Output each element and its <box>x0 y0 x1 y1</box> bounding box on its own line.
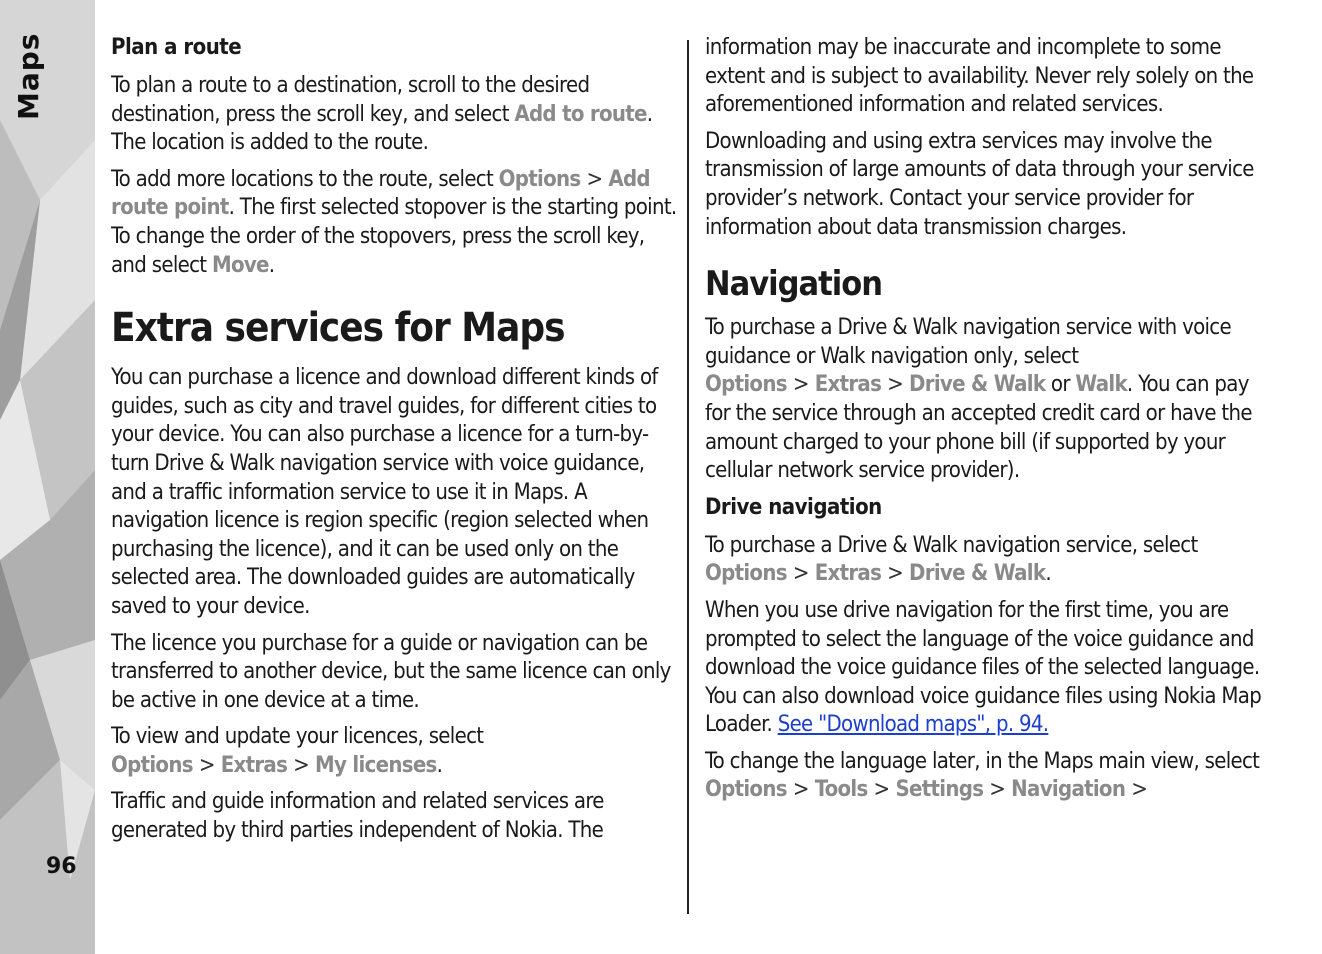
column-divider <box>687 40 689 914</box>
menu-separator: > <box>293 752 310 778</box>
menu-separator: > <box>586 166 603 192</box>
extra-services-paragraph-1: You can purchase a licence and download different kinds of guides, such as city and travel guides, for different cities to your device. You can also purchase a licence for a turn-by-turn Drive & Walk navigation service with voice guidance, and a traffic information service to use it in Maps. A navigation licence is region specific (region selected when purchasing the licence), and it can be used only on the selected area. The downloaded guides are automatically saved to your device. <box>111 365 658 619</box>
faceted-background <box>0 0 95 954</box>
menu-separator: > <box>198 752 215 778</box>
extra-services-paragraph-2: The licence you purchase for a guide or navigation can be transferred to another device, but the same licence can only be active in one device at a time. <box>111 630 671 713</box>
cmd-options: Options <box>705 561 787 587</box>
cmd-navigation: Navigation <box>1011 777 1126 803</box>
left-column <box>111 34 677 854</box>
plan-route-paragraph-1: To plan a route to a destination, scroll to the desired destination, press the scroll key, and select Add to route. The location is added to the route. <box>111 73 653 156</box>
navigation-paragraph-1: To purchase a Drive & Walk navigation service with voice guidance or Walk navigation only, select Options > Extras > Drive & Walk or Walk. You can pay for the service through an accepted credit card or have the amount charged to your phone bill (if supported by your cellular network service provider). <box>705 315 1252 484</box>
drive-navigation-paragraph-2: When you use drive navigation for the first time, you are prompted to select the language of the voice guidance and download the voice guidance files of the selected language. You can also download voice guidance files using Nokia Map Loader. See "Download maps", p. 94. <box>705 597 1262 738</box>
section-label: Maps <box>12 32 45 120</box>
continued-paragraph-1: information may be inaccurate and incomplete to some extent and is subject to availability. Never rely solely on the aforementioned information and related services. <box>705 35 1254 118</box>
continued-paragraph-2: Downloading and using extra services may involve the transmission of large amounts of data through your service provider’s network. Contact your service provider for information about data transmission charges. <box>705 128 1254 240</box>
plan-route-heading: Plan a route <box>111 35 242 60</box>
cmd-add-route-point: Add route point <box>111 166 650 221</box>
drive-navigation-paragraph-1: To purchase a Drive & Walk navigation service, select Options > Extras > Drive & Walk. <box>705 532 1198 587</box>
menu-separator: > <box>887 561 904 587</box>
download-maps-link[interactable]: See "Download maps", p. 94. <box>777 712 1049 738</box>
cmd-settings: Settings <box>895 777 984 803</box>
cmd-extras: Extras <box>814 561 882 587</box>
extra-services-paragraph-4: Traffic and guide information and related services are generated by third parties independent of Nokia. The <box>111 789 604 844</box>
menu-separator: > <box>792 777 809 803</box>
cmd-options: Options <box>705 372 787 398</box>
extra-services-paragraph-3: To view and update your licences, select Options > Extras > My licenses. <box>111 724 484 778</box>
cmd-options: Options <box>498 166 581 192</box>
page-number: 96 <box>46 854 77 879</box>
drive-navigation-heading: Drive navigation <box>705 494 882 520</box>
drive-navigation-paragraph-3: To change the language later, in the Maps main view, select Options > Tools > Settings > Navigation > <box>705 748 1260 803</box>
cmd-extras: Extras <box>220 752 288 778</box>
cmd-extras: Extras <box>814 372 882 398</box>
plan-route-paragraph-2: To add more locations to the route, select Options > Add route point. The first selected stopover is the starting point. To change the order of the stopovers, press the scroll key, and select Move. <box>111 166 677 278</box>
cmd-walk: Walk <box>1075 372 1127 398</box>
menu-separator: > <box>1131 777 1148 803</box>
sidebar-decoration <box>0 0 95 954</box>
cmd-options: Options <box>705 777 787 803</box>
navigation-heading: Navigation <box>705 264 883 305</box>
cmd-drive-and-walk: Drive & Walk <box>909 561 1046 587</box>
menu-separator: > <box>989 777 1006 803</box>
right-column <box>705 34 1271 813</box>
menu-separator: > <box>792 561 809 587</box>
menu-separator: > <box>887 372 904 398</box>
cmd-add-to-route: Add to route <box>514 101 647 127</box>
cmd-drive-and-walk: Drive & Walk <box>909 372 1046 398</box>
cmd-tools: Tools <box>814 777 868 803</box>
cmd-my-licenses: My licenses <box>315 752 437 778</box>
cmd-move: Move <box>211 252 269 278</box>
menu-separator: > <box>873 777 890 803</box>
menu-separator: > <box>792 372 809 398</box>
extra-services-heading: Extra services for Maps <box>111 305 565 352</box>
cmd-options: Options <box>111 752 193 778</box>
